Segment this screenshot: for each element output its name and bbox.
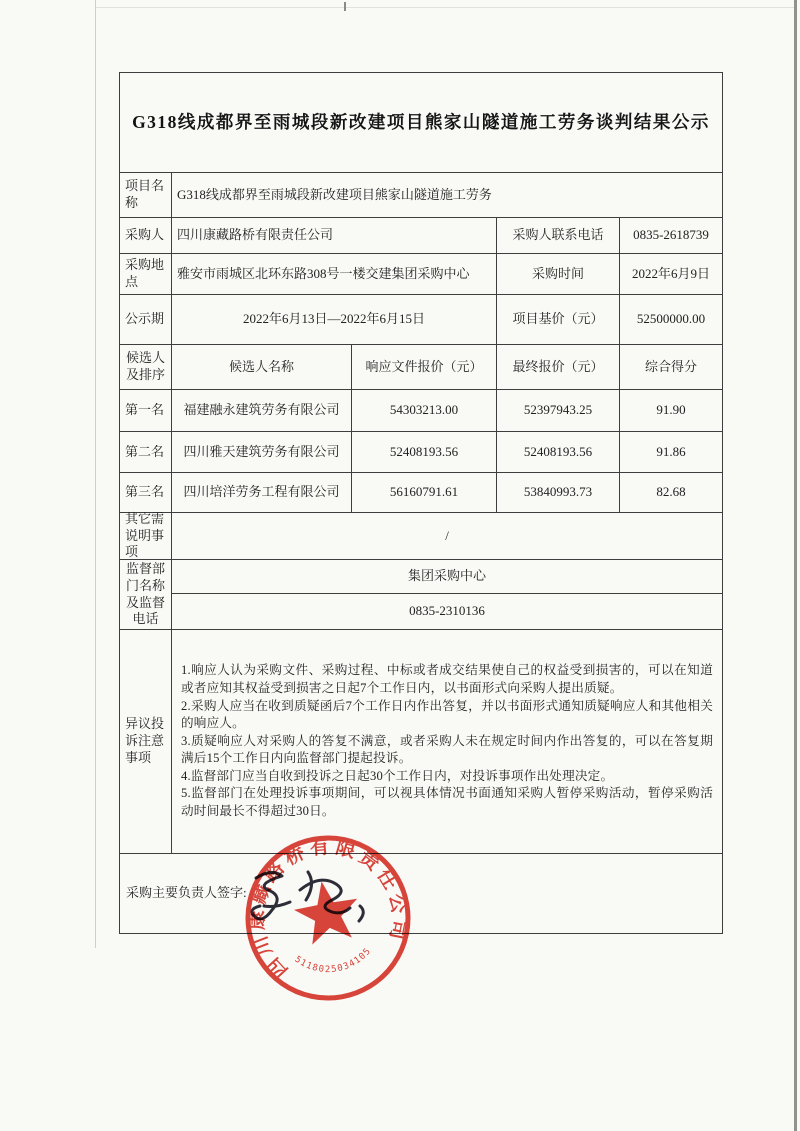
- candidates-docprice-header: 响应文件报价（元）: [351, 345, 496, 389]
- candidate-3-doc-price: 56160791.61: [351, 473, 496, 512]
- candidate-1-name: 福建融永建筑劳务有限公司: [171, 390, 351, 431]
- location-value: 雅安市雨城区北环东路308号一楼交建集团采购中心: [171, 254, 496, 294]
- signature-scribble: [242, 860, 387, 942]
- rank-1: 第一名: [125, 402, 165, 418]
- candidates-header-row: [120, 344, 722, 389]
- purchase-time-value: 2022年6月9日: [619, 254, 722, 294]
- base-price-value: 52500000.00: [619, 295, 722, 344]
- signature-label: 采购主要负责人签字:: [126, 885, 247, 901]
- stamp-number-text: 5118025034105: [292, 945, 374, 976]
- svg-text:5118025034105: [291, 942, 376, 982]
- purchase-time-label: 采购时间: [496, 254, 619, 294]
- other-notes-label: 其它需说明事项: [125, 510, 165, 560]
- candidates-name-header: 候选人名称: [171, 345, 351, 389]
- supervision-phone: 0835-2310136: [172, 593, 722, 629]
- objection-item-3: 3.质疑响应人对采购人的答复不满意，或者采购人未在规定时间内作出答复的，可以在答复期满后15个工作日内向监督部门提起投诉。: [181, 733, 713, 766]
- candidates-finalprice-header: 最终报价（元）: [496, 345, 619, 389]
- other-notes-value: /: [171, 513, 722, 559]
- candidate-1-score: 91.90: [619, 390, 722, 431]
- candidate-3-name: 四川培洋劳务工程有限公司: [171, 473, 351, 512]
- candidate-1-final-price: 52397943.25: [496, 390, 619, 431]
- objection-label: 异议投诉注意事项: [125, 716, 165, 765]
- candidate-2-score: 91.86: [619, 432, 722, 472]
- candidate-2-final-price: 52408193.56: [496, 432, 619, 472]
- paper-left-edge: [95, 0, 96, 948]
- purchaser-value: 四川康藏路桥有限责任公司: [171, 218, 496, 253]
- page-title: G318线成都界至雨城段新改建项目熊家山隧道施工劳务谈判结果公示: [132, 111, 710, 132]
- project-name-value: G318线成都界至雨城段新改建项目熊家山隧道施工劳务: [171, 173, 722, 217]
- objection-item-5: 5.监督部门在处理投诉事项期间，可以视具体情况书面通知采购人暂停采购活动，暂停采购活动时间最长不得超过30日。: [181, 786, 713, 819]
- project-name-label: 项目名称: [125, 178, 165, 210]
- supervision-dept: 集团采购中心: [407, 568, 486, 584]
- candidate-1-doc-price: 54303213.00: [351, 390, 496, 431]
- publicity-row: [120, 294, 722, 344]
- paper-top-edge: [96, 7, 794, 8]
- signature-row: [120, 853, 722, 933]
- purchaser-phone-label: 采购人联系电话: [496, 218, 619, 253]
- objection-item-1: 1.响应人认为采购文件、采购过程、中标或者成交结果使自己的权益受到损害的，可以在知道或者应知其权益受到损害之日起7个工作日内，以书面形式向采购人提出质疑。: [181, 663, 713, 695]
- purchaser-row: [120, 217, 722, 253]
- table-row: [120, 472, 722, 512]
- candidate-3-score: 82.68: [619, 473, 722, 512]
- location-row: [120, 253, 722, 294]
- title-row: [120, 73, 722, 172]
- purchaser-phone-value: 0835-2618739: [619, 218, 722, 253]
- announcement-table: [119, 72, 723, 934]
- location-label: 采购地点: [125, 257, 165, 289]
- table-row: [120, 389, 722, 431]
- supervision-label: 监督部门名称及监督电话: [125, 560, 165, 627]
- purchaser-label: 采购人: [125, 227, 165, 243]
- candidate-2-name: 四川雅天建筑劳务有限公司: [171, 432, 351, 472]
- publicity-label: 公示期: [125, 311, 165, 327]
- publicity-value: 2022年6月13日—2022年6月15日: [171, 295, 496, 344]
- objection-text: [171, 630, 722, 853]
- objection-item-4: 4.监督部门应当自收到投诉之日起30个工作日内，对投诉事项作出处理决定。: [181, 768, 614, 783]
- candidates-score-header: 综合得分: [619, 345, 722, 389]
- rank-2: 第二名: [125, 443, 165, 459]
- scan-artifact: [344, 2, 346, 11]
- objection-item-2: 2.采购人应当在收到质疑函后7个工作日内作出答复，并以书面形式通知质疑响应人和其他相关的响应人。: [181, 698, 713, 731]
- supervision-row: [120, 559, 722, 629]
- stamp-company-text: 四川康藏路桥有限责任公司: [247, 836, 410, 982]
- table-row: [120, 431, 722, 472]
- project-name-row: [120, 172, 722, 217]
- rank-3: 第三名: [125, 484, 165, 500]
- base-price-label: 项目基价（元）: [496, 295, 619, 344]
- candidates-rank-header: 候选人及排序: [125, 350, 165, 382]
- other-notes-row: [120, 512, 722, 559]
- candidate-2-doc-price: 52408193.56: [351, 432, 496, 472]
- candidate-3-final-price: 53840993.73: [496, 473, 619, 512]
- paper-right-edge: [794, 0, 797, 1131]
- supervision-values: [171, 560, 722, 629]
- objection-row: [120, 629, 722, 853]
